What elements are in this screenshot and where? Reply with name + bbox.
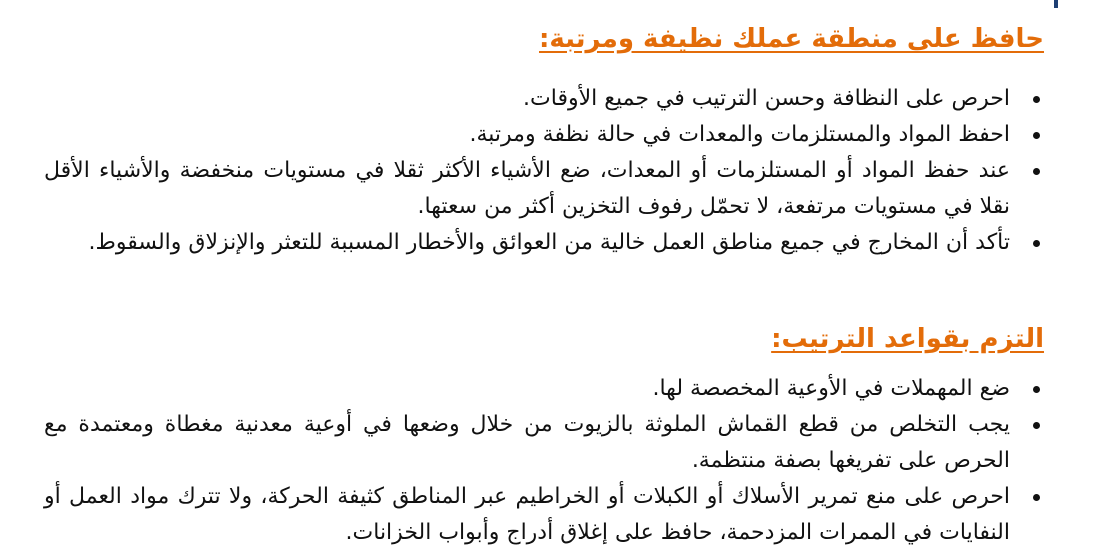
list-item — [44, 407, 1044, 479]
bullet-icon — [1033, 240, 1040, 247]
bullet-icon — [1033, 494, 1040, 501]
bullet-icon — [1033, 96, 1040, 103]
list-item — [44, 117, 1044, 153]
section-title-clean-workspace: حافظ على منطقة عملك نظيفة ومرتبة: — [539, 24, 1044, 54]
clean-workspace-list — [44, 81, 1044, 261]
bullet-icon — [1033, 386, 1040, 393]
list-item-text: تأكد أن المخارج في جميع مناطق العمل خالية من العوائق والأخطار المسببة للتعثر والإنزلاق والسقوط. — [88, 230, 1010, 255]
list-item — [44, 225, 1044, 261]
bullet-icon — [1033, 168, 1040, 175]
list-item-text: يجب التخلص من قطع القماش الملوثة بالزيوت من خلال وضعها في أوعية معدنية مغطاة ومعتمدة مع الحرص على تفريغها بصفة منتظمة. — [44, 412, 1010, 473]
list-item-text: احفظ المواد والمستلزمات والمعدات في حالة نظفة ومرتبة. — [469, 122, 1010, 147]
list-item-text: عند حفظ المواد أو المستلزمات أو المعدات، ضع الأشياء الأكثر ثقلا في مستويات منخفضة والأشياء الأقل نقلا في مستويات مرتفعة، لا تحمّل رفوف التخزين أكثر من سعتها. — [44, 158, 1010, 219]
list-item — [44, 81, 1044, 117]
bullet-icon — [1033, 132, 1040, 139]
list-item — [44, 479, 1044, 551]
list-item — [44, 371, 1044, 407]
housekeeping-rules-list — [44, 371, 1044, 551]
section-title-housekeeping-rules: التزم بقواعد الترتيب: — [771, 324, 1044, 354]
list-item — [44, 153, 1044, 225]
bullet-icon — [1033, 422, 1040, 429]
list-item-text: احرص على النظافة وحسن الترتيب في جميع الأوقات. — [523, 86, 1010, 111]
page-border-accent — [1054, 0, 1058, 8]
list-item-text: ضع المهملات في الأوعية المخصصة لها. — [652, 376, 1010, 401]
list-item-text: احرص على منع تمرير الأسلاك أو الكبلات أو الخراطيم عبر المناطق كثيفة الحركة، ولا تترك مواد العمل أو النفايات في الممرات المزدحمة، حافظ على إغلاق أدراج وأبواب الخزانات. — [44, 484, 1010, 545]
